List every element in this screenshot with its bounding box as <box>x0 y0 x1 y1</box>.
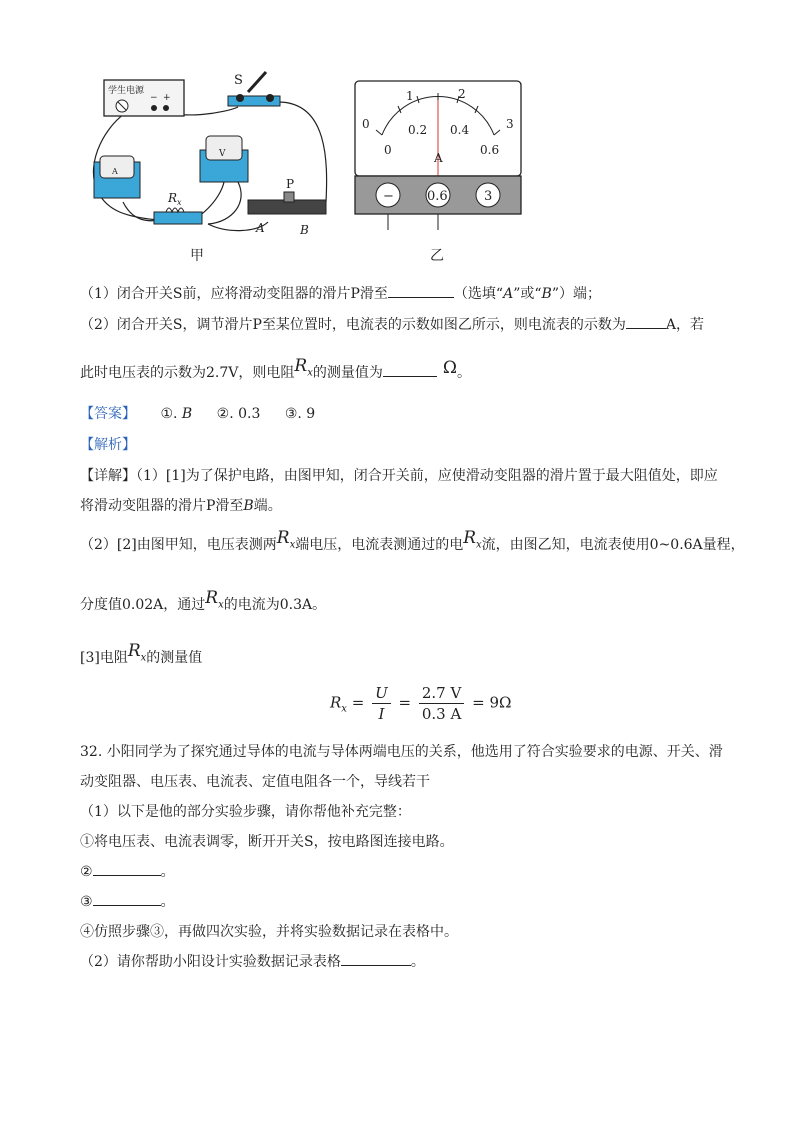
answer-line: 【答案】 ①. B ②. 0.3 ③. 9 <box>80 406 316 422</box>
ammeter-dial-yi <box>354 80 522 215</box>
ammeter <box>94 156 140 198</box>
power-supply <box>104 80 184 116</box>
blank-step-2[interactable] <box>93 861 161 876</box>
detail-line-5: [3]电阻$R_x$的测量值 <box>80 641 203 666</box>
q32-line-1: 32. 小阳同学为了探究通过导体的电流与导体两端电压的关系，他选用了符合实验要求的电源、开关、滑 <box>80 744 723 760</box>
q32-line-3: （1）以下是他的部分实验步骤，请你帮他补充完整： <box>80 804 411 820</box>
analysis-tag: 【解析】 <box>80 437 136 453</box>
question-1: （1）闭合开关S前，应将滑动变阻器的滑片P滑至 （选填“A”或“B”）端； <box>80 283 601 303</box>
meter-unit: A <box>434 151 443 165</box>
q32-step-2: ② 。 <box>80 861 175 881</box>
resistor-rx <box>154 191 202 224</box>
power-minus-label: − <box>150 93 158 103</box>
power-supply-label: 学生电源 <box>108 86 145 96</box>
inner-scale-3: 0.6 <box>480 143 500 157</box>
question-2-line2: 此时电压表的示数为2.7V，则电阻$R_x$的测量值为 Ω。 <box>80 356 471 381</box>
switch-label: S <box>234 73 243 88</box>
q32-step-3: ③ 。 <box>80 891 175 911</box>
blank-table[interactable] <box>341 951 411 966</box>
q32-line-2: 动变阻器、电压表、电流表、定值电阻各一个，导线若干 <box>80 774 430 790</box>
inner-scale-1: 0.2 <box>408 123 428 137</box>
outer-scale-3: 3 <box>506 117 514 131</box>
rx-symbol: $R_x$ <box>294 356 313 379</box>
inner-scale-0: 0 <box>384 143 392 157</box>
terminal-06: 0.6 <box>427 189 448 204</box>
blank-q2-current[interactable] <box>626 314 666 329</box>
q32-line-4: （2）请你帮助小阳设计实验数据记录表格 。 <box>80 951 425 971</box>
voltmeter <box>200 136 248 182</box>
answer-tag: 【答案】 <box>80 406 136 422</box>
resistor-label: R <box>168 191 178 205</box>
outer-scale-1: 1 <box>406 89 414 103</box>
power-plus-label: + <box>163 93 171 103</box>
terminal-minus: − <box>383 189 394 204</box>
detail-line-3: （2）[2]由图甲知，电压表测两$R_x$端电压，电流表测通过的电$R_x$流，由图乙知，电流表使用0~0.6A量程， <box>80 528 745 553</box>
q32-step-4: ④仿照步骤③，再做四次实验，并将实验数据记录在表格中。 <box>80 924 458 940</box>
circuit-diagram-jia <box>88 62 338 240</box>
detail-line-1: 【详解】（1）[1]为了保护电路，由图甲知，闭合开关前，应使滑动变阻器的滑片置于最大阻值处，即应 <box>80 468 718 484</box>
slider-label: P <box>286 177 295 191</box>
formula: $R_x$ = $\frac{U}{I}$ = $\frac{2.7 V}{0.3 A}$ = 9Ω <box>330 684 512 723</box>
q32-step-1: ①将电压表、电流表调零，断开开关S，按电路图连接电路。 <box>80 834 454 850</box>
outer-scale-2: 2 <box>458 87 466 101</box>
terminal-3: 3 <box>484 189 493 204</box>
resistor-sub: x <box>177 198 182 207</box>
end-a-label: A <box>256 221 265 235</box>
end-b-label: B <box>300 223 309 237</box>
caption-jia: 甲 <box>190 248 204 264</box>
terminal-leads <box>354 214 522 234</box>
blank-q1[interactable] <box>388 283 454 298</box>
question-2-line1: （2）闭合开关S，调节滑片P至某位置时，电流表的示数如图乙所示，则电流表的示数为 A，若 <box>80 314 704 334</box>
blank-step-3[interactable] <box>93 891 161 906</box>
rheostat <box>248 177 326 237</box>
switch-s <box>228 72 280 106</box>
voltmeter-letter: V <box>219 149 226 159</box>
detail-line-4: 分度值0.02A，通过$R_x$的电流为0.3A。 <box>80 588 327 613</box>
blank-q2-resistance[interactable] <box>383 362 437 377</box>
inner-scale-2: 0.4 <box>450 123 470 137</box>
caption-yi: 乙 <box>430 248 444 264</box>
ammeter-letter: A <box>112 167 118 176</box>
outer-scale-0: 0 <box>362 117 370 131</box>
detail-line-2: 将滑动变阻器的滑片P滑至B端。 <box>80 498 282 514</box>
